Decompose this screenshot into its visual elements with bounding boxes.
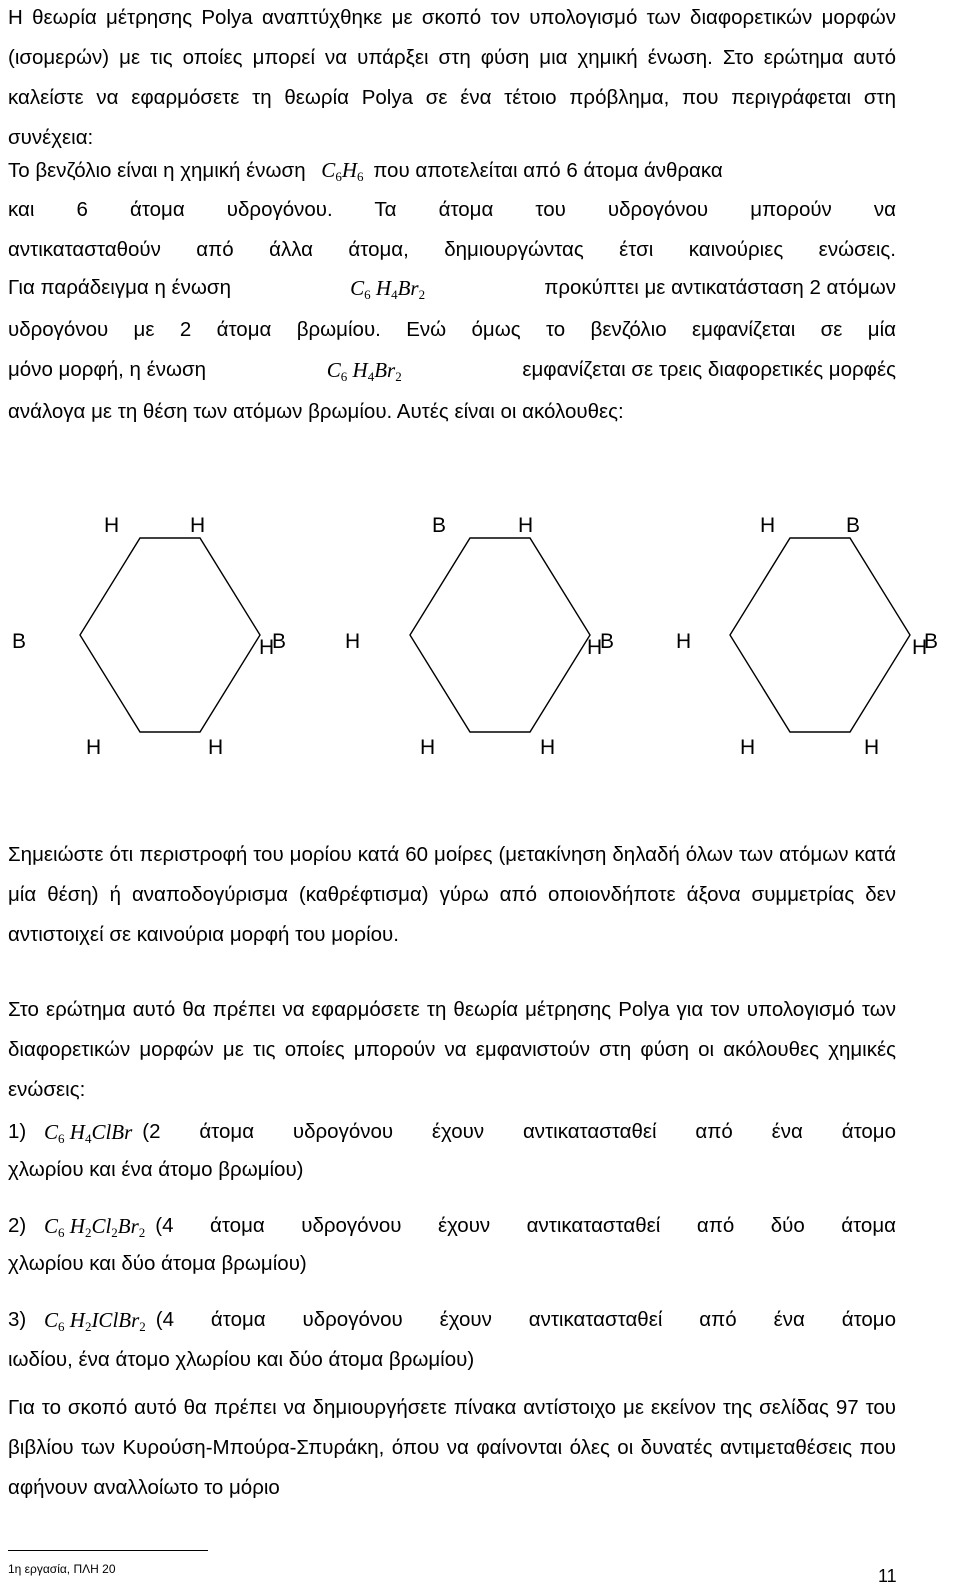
- text-segment: Το βενζόλιο είναι η χημική ένωση: [8, 159, 306, 182]
- formula-3: $C_6$ $H_2IClBr_2$: [44, 1308, 146, 1334]
- item-description-continued: χλωρίου και δύο άτομα βρωμίου): [8, 1252, 307, 1275]
- molecule-2: [345, 514, 614, 759]
- atom-right: B: [600, 630, 615, 653]
- atom-left: B: [12, 630, 27, 653]
- atom-bottom-right: H: [208, 736, 224, 759]
- atom-top-right: H: [190, 514, 206, 537]
- intro-line-dibromo-2: [8, 350, 896, 397]
- hexagon: [730, 538, 910, 732]
- formula-benzene: $C_6H_6$: [321, 158, 364, 184]
- formula-2: $C_6$ $H_2Cl_2Br_2$: [44, 1214, 146, 1240]
- intro-line: αντικατασταθούν από άλλα άτομα, δημιουργώντας έτσι καινούριες ενώσεις.: [8, 238, 896, 261]
- formula-dibromo: $C_6$ $H_4Br_2$: [350, 276, 426, 302]
- atom-bottom-right: H: [540, 736, 556, 759]
- item-description-continued: χλωρίου και ένα άτομο βρωμίου): [8, 1158, 304, 1181]
- item-description: (4 άτομα υδρογόνου έχουν αντικατασταθεί από ένα άτομο: [155, 1308, 896, 1331]
- intro-paragraph: Η θεωρία μέτρησης Polya αναπτύχθηκε με σκοπό τον υπολογισμό των διαφορετικών μορφών (ισομερών) με τις οποίες μπορεί να υπάρξει στη φύση μια χημική ένωση. Στο ερώτημα αυτό καλείστε να εφαρμόσετε τη θεωρία Polya σε ένα τέτοιο πρόβλημα, που περιγράφεται στη συνέχεια:: [8, 6, 896, 149]
- hexagon: [80, 538, 260, 732]
- atom-bottom-right: H: [864, 736, 880, 759]
- atom-top-left: H: [104, 514, 120, 537]
- atom-right: B: [924, 630, 939, 653]
- atom-left: H: [345, 630, 361, 653]
- question-paragraph: Στο ερώτημα αυτό θα πρέπει να εφαρμόσετε τη θεωρία μέτρησης Polya για τον υπολογισμό των διαφορετικών μορφών με τις οποίες μπορούν να εμφανιστούν στη φύση οι ακόλουθες χημικές ενώσεις:: [8, 998, 896, 1101]
- atom-top-left: B: [432, 514, 447, 537]
- molecule-1: [12, 514, 286, 759]
- atom-bottom-left: H: [86, 736, 102, 759]
- item-number: 3): [8, 1308, 27, 1331]
- item-description: (4 άτομα υδρογόνου έχουν αντικατασταθεί από δύο άτομα: [155, 1214, 896, 1237]
- atom-overlap-h: H: [259, 636, 275, 659]
- atom-right: B: [272, 630, 287, 653]
- intro-line: και 6 άτομα υδρογόνου. Τα άτομα του υδρογόνου μπορούν να: [8, 198, 896, 221]
- atom-top-right: H: [518, 514, 534, 537]
- item-description-continued: ιωδίου, ένα άτομο χλωρίου και δύο άτομα βρωμίου): [8, 1348, 475, 1371]
- page-number: 11: [878, 1566, 897, 1586]
- atom-overlap-h: H: [587, 636, 603, 659]
- molecules-diagram: [0, 470, 960, 800]
- closing-paragraph: Για το σκοπό αυτό θα πρέπει να δημιουργήσετε πίνακα αντίστοιχο με εκείνον της σελίδας 97 του βιβλίου των Κυρούση-Μπούρα-Σπυράκη, όπου να φαίνονται όλες οι δυνατές αντιμεταθέσεις που αφήνουν αναλλοίωτο το μόριο: [8, 1396, 896, 1499]
- note-paragraph: Σημειώστε ότι περιστροφή του μορίου κατά 60 μοίρες (μετακίνηση δηλαδή όλων των ατόμων κατά μία θέση) ή αναποδογύρισμα (καθρέφτισμα) γύρω από οποιονδήποτε άξονα συμμετρίας δεν αντιστοιχεί σε καινούρια μορφή του μορίου.: [8, 843, 896, 946]
- atom-overlap-h: H: [912, 636, 928, 659]
- text-segment: που αποτελείται από 6 άτομα άνθρακα: [373, 159, 723, 182]
- item-number: 1): [8, 1120, 27, 1143]
- atom-left: H: [676, 630, 692, 653]
- hexagon: [410, 538, 590, 732]
- molecule-3: [676, 514, 938, 759]
- intro-line-dibromo: [8, 268, 896, 315]
- intro-line: υδρογόνου με 2 άτομα βρωμίου. Ενώ όμως το βενζόλιο εμφανίζεται σε μία: [8, 318, 896, 341]
- text-segment: εμφανίζεται σε τρεις διαφορετικές μορφές: [522, 358, 896, 381]
- item-number: 2): [8, 1214, 27, 1237]
- intro-line: ανάλογα με τη θέση των ατόμων βρωμίου. Αυτές είναι οι ακόλουθες:: [8, 400, 624, 423]
- formula-1: $C_6$ $H_4ClBr$: [44, 1120, 133, 1146]
- atom-bottom-left: H: [740, 736, 756, 759]
- atom-bottom-left: H: [420, 736, 436, 759]
- item-description: (2 άτομα υδρογόνου έχουν αντικατασταθεί από ένα άτομο: [142, 1120, 896, 1143]
- formula-dibromo: $C_6$ $H_4Br_2$: [326, 358, 402, 384]
- atom-top-left: H: [760, 514, 776, 537]
- footer-rule: [8, 1550, 208, 1551]
- text-segment: προκύπτει με αντικατάσταση 2 ατόμων: [544, 276, 896, 299]
- atom-top-right: B: [846, 514, 861, 537]
- text-segment: μόνο μορφή, η ένωση: [8, 358, 207, 381]
- footer-course: 1η εργασία, ΠΛΗ 20: [8, 1562, 116, 1576]
- text-segment: Για παράδειγμα η ένωση: [8, 276, 231, 299]
